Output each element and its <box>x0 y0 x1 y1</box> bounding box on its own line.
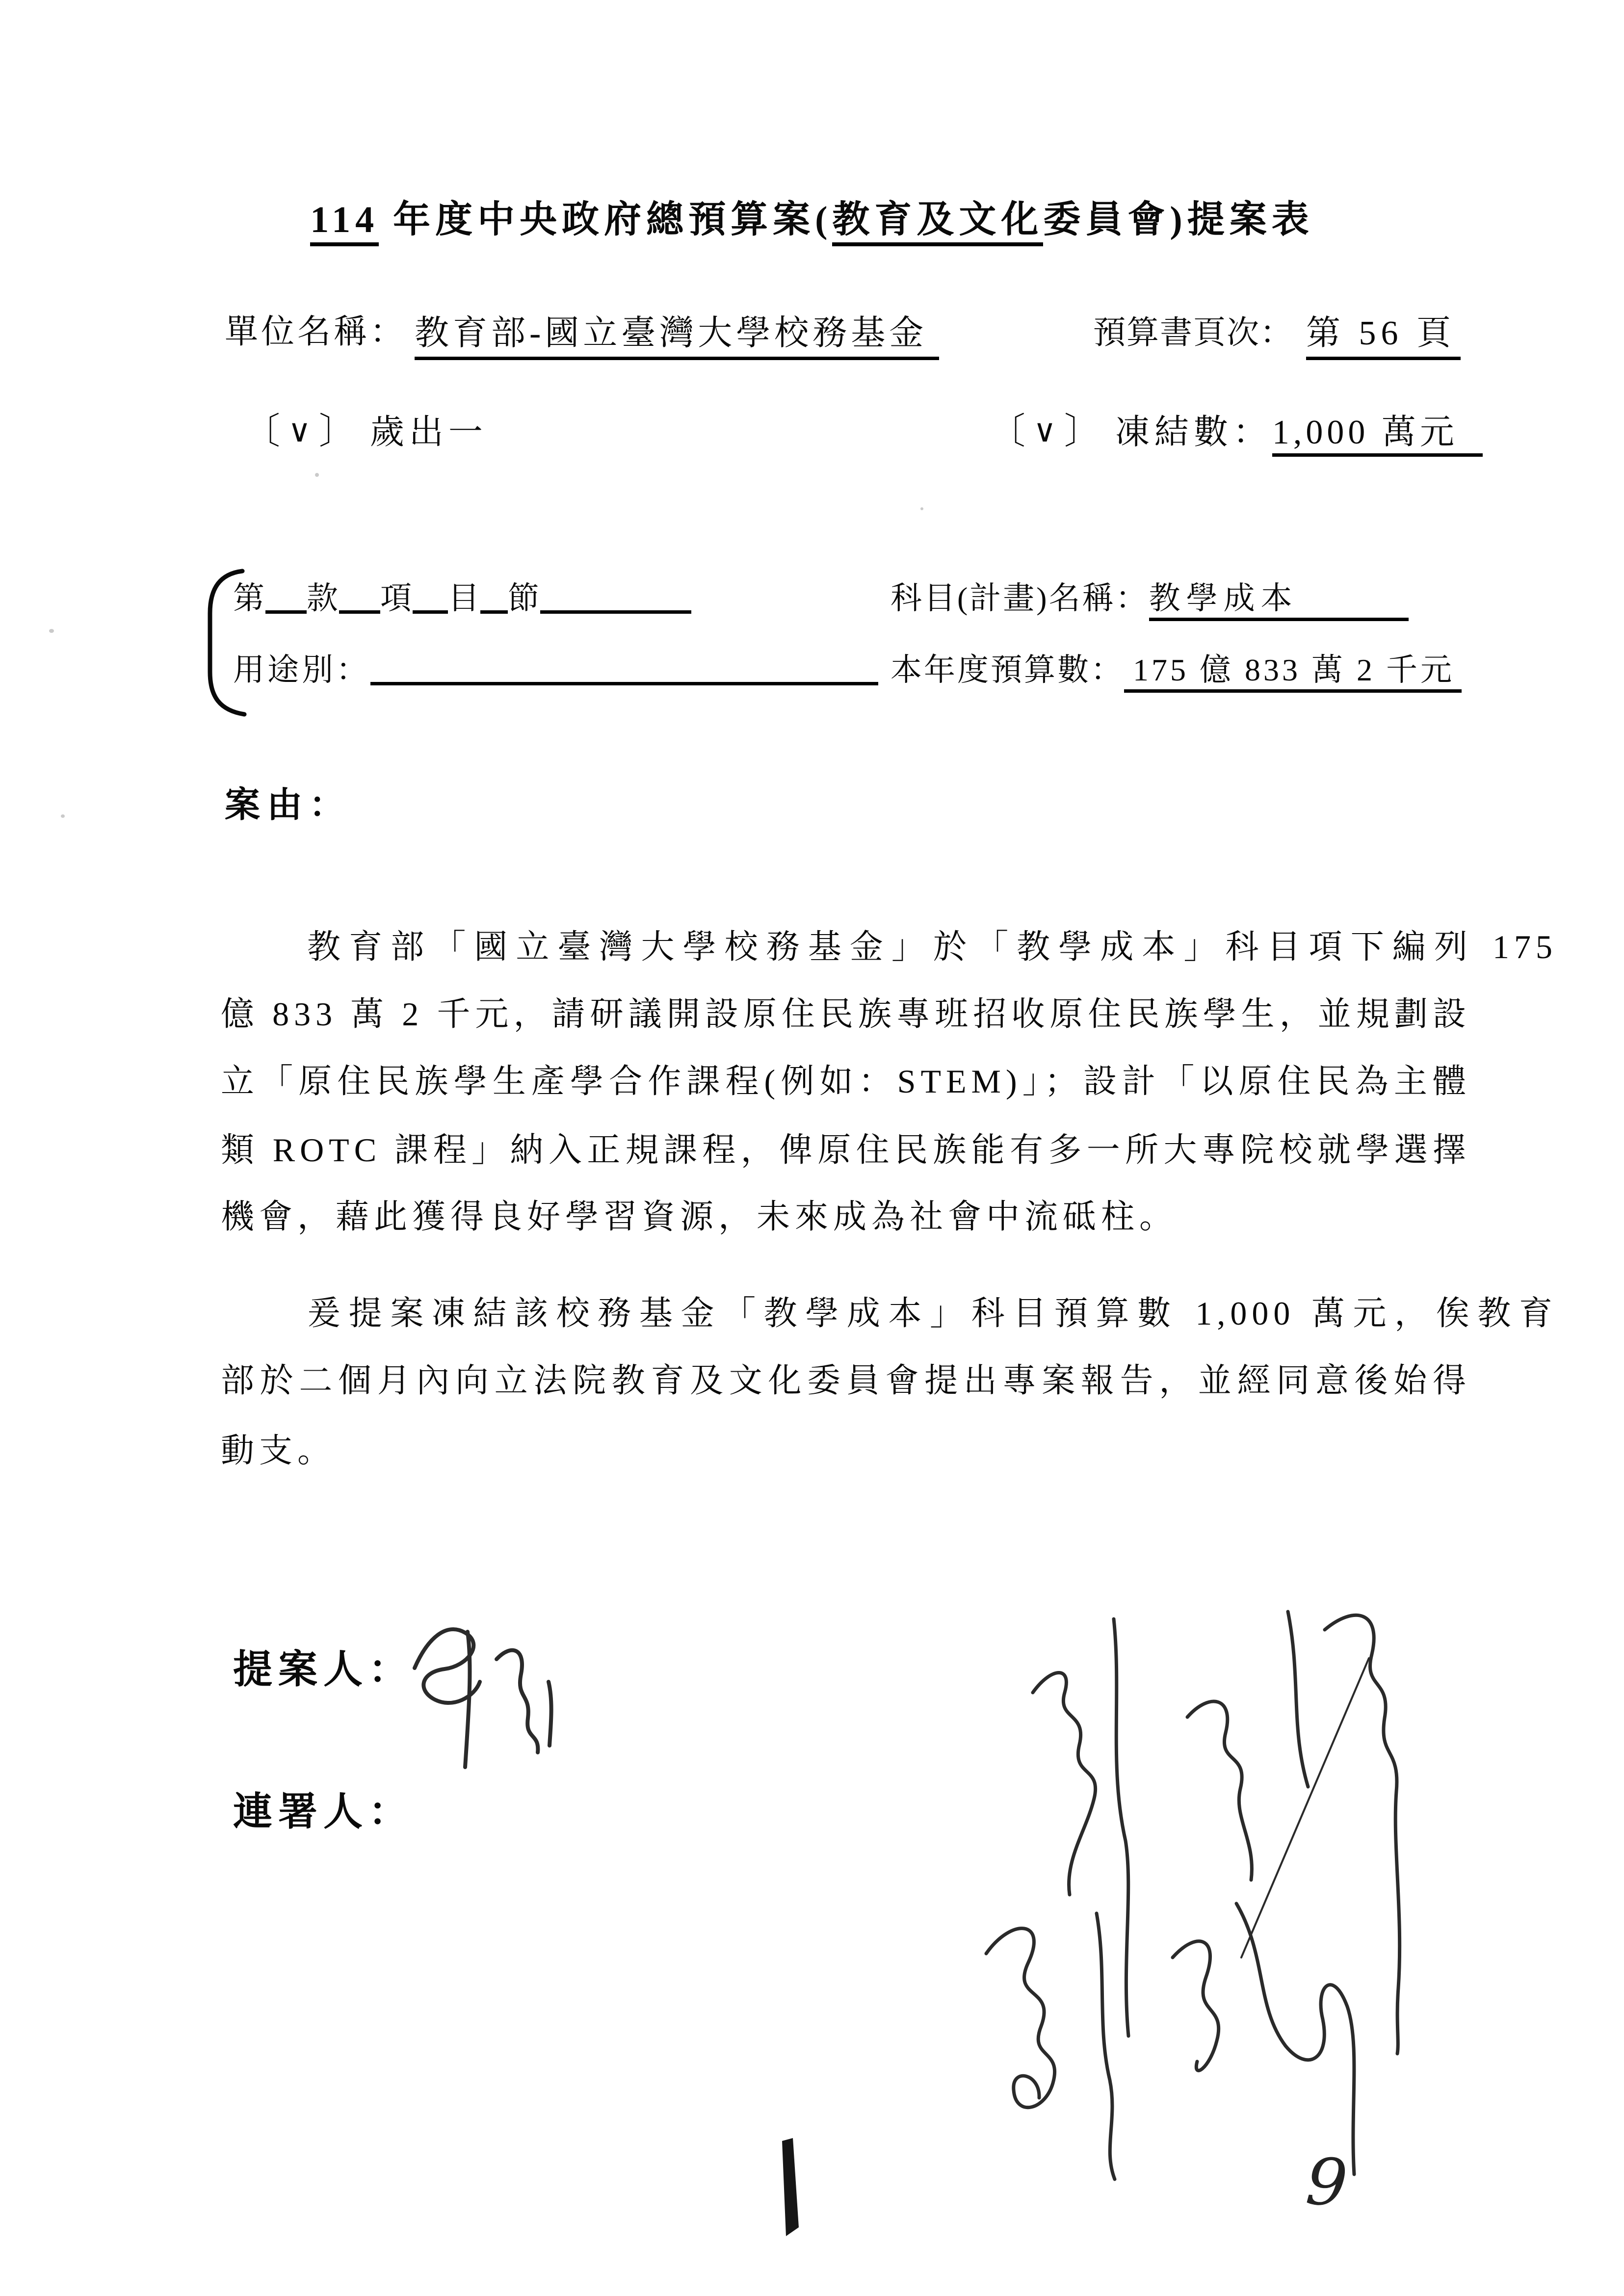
title-tail: 委員會)提案表 <box>1043 199 1314 240</box>
usage-label: 用途別： <box>233 652 370 687</box>
proposer-signature <box>415 1629 551 1767</box>
document-title <box>0 189 1624 243</box>
label-hsiang: 項 <box>380 581 413 616</box>
usage-line <box>233 645 878 690</box>
section-item-line <box>233 573 691 618</box>
right-bracket-icon: 〕 <box>1064 412 1100 452</box>
body-paragraph2-line1: 爰提案凍結該校務基金「教學成本」科目預算數 1,000 萬元，俟教育 <box>307 1295 1557 1332</box>
title-committee: 教育及文化 <box>832 199 1043 246</box>
scan-speck <box>689 1216 692 1219</box>
unit-name-value: 教育部-國立臺灣大學校務基金 <box>415 305 939 360</box>
handwritten-page-number: 9 <box>1303 2143 1350 2222</box>
blank-line <box>339 610 380 614</box>
body-paragraph2-line2: 部於二個月內向立法院教育及文化委員會提出專案報告，並經同意後始得 <box>221 1362 1471 1399</box>
left-bracket-icon: 〔 <box>989 412 1025 452</box>
budget-book-page-label: 預算書頁次： <box>1093 315 1293 351</box>
body-paragraph1-line1: 教育部「國立臺灣大學校務基金」於「教學成本」科目項下編列 175 <box>307 928 1557 965</box>
blank-line <box>540 610 691 614</box>
right-bracket-icon: 〕 <box>318 412 355 452</box>
subject-line <box>891 573 1409 618</box>
freeze-amount-value: 1,000 萬元 <box>1272 414 1483 457</box>
unit-name-label: 單位名稱： <box>225 313 407 350</box>
cosigner-label: 連署人： <box>233 1791 414 1834</box>
case-heading: 案由： <box>225 785 352 825</box>
scan-speck <box>920 507 923 510</box>
scan-speck <box>61 814 65 818</box>
blank-line <box>480 610 508 614</box>
blank-line <box>265 610 307 614</box>
body-paragraph1-line3: 立「原住民族學生產學合作課程(例如：STEM)」；設計「以原住民為主體 <box>221 1063 1471 1100</box>
label-chieh: 節 <box>508 581 540 616</box>
title-year: 114 <box>310 199 379 246</box>
scan-speck <box>315 473 319 477</box>
freeze-checkbox-group <box>989 402 1483 454</box>
freeze-amount-label: 凍結數： <box>1115 414 1272 451</box>
proposer-label: 提案人： <box>233 1648 414 1692</box>
budget-label: 本年度預算數： <box>891 652 1124 687</box>
scan-speck <box>49 629 54 633</box>
check-mark-icon: ∨ <box>1033 414 1056 448</box>
label-mu: 目 <box>448 581 480 616</box>
budget-book-page-value: 第 56 頁 <box>1306 305 1461 360</box>
label-kuan-prefix: 第 <box>233 581 265 616</box>
budget-line <box>891 645 1462 690</box>
left-bracket-icon: 〔 <box>244 412 280 452</box>
subject-value: 教學成本 <box>1149 581 1409 621</box>
label-kuan: 款 <box>307 581 339 616</box>
subject-label: 科目(計畫)名稱： <box>891 581 1149 616</box>
cosigner-signature <box>986 1612 1400 2179</box>
expenditure-checkbox-group <box>244 402 488 454</box>
body-paragraph1-line5: 機會，藉此獲得良好學習資源，未來成為社會中流砥柱。 <box>221 1198 1178 1235</box>
budget-value: 175 億 833 萬 2 千元 <box>1124 652 1462 693</box>
expenditure-label: 歲出一 <box>369 414 488 451</box>
body-paragraph1-line4: 類 ROTC 課程」納入正規課程，俾原住民族能有多一所大專院校就學選擇 <box>221 1131 1471 1169</box>
blank-line <box>413 610 448 614</box>
body-paragraph1-line2: 億 833 萬 2 千元，請研議開設原住民族專班招收原住民族學生，並規劃設 <box>221 995 1471 1033</box>
title-mid: 年度中央政府總預算案( <box>379 199 833 240</box>
blank-line <box>370 682 878 685</box>
body-paragraph2-line3: 動支。 <box>221 1432 336 1469</box>
check-mark-icon: ∨ <box>288 414 311 448</box>
scan-artifact-bar <box>782 2138 799 2236</box>
